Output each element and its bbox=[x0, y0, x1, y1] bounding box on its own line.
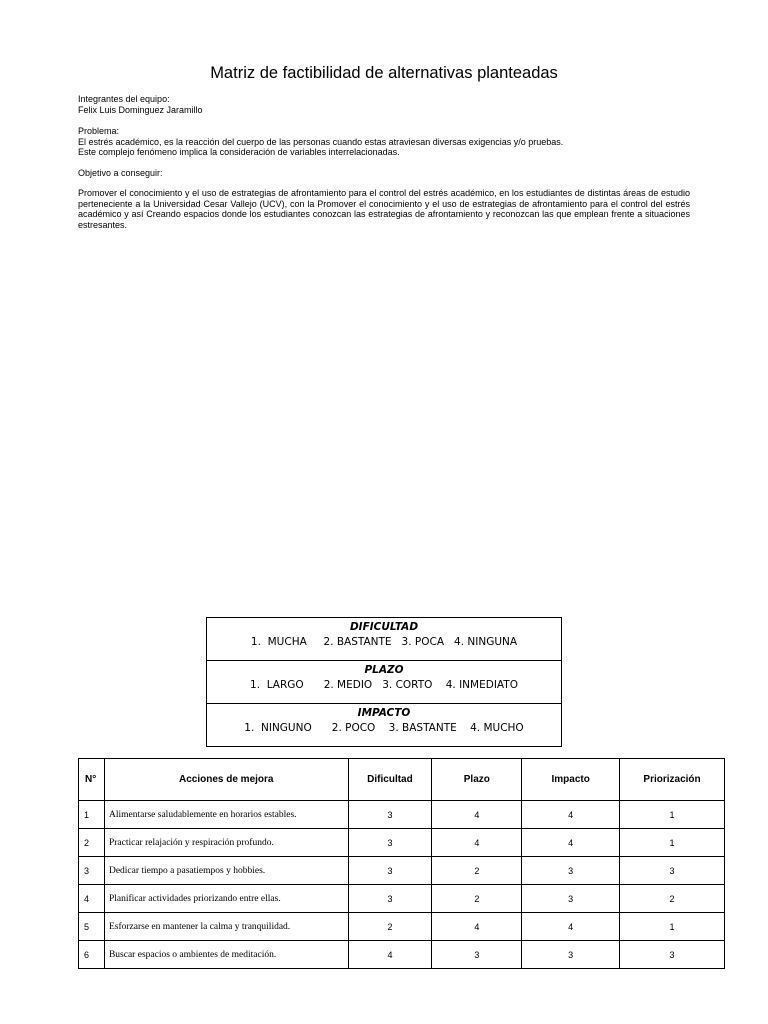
cell-impacto: 4 bbox=[522, 801, 620, 829]
table-row bbox=[79, 941, 725, 969]
cell-number: 1 bbox=[79, 801, 105, 829]
legend-plazo bbox=[207, 661, 561, 704]
cell-impacto: 3 bbox=[522, 885, 620, 913]
problem-section bbox=[78, 126, 690, 158]
cell-number: 4 bbox=[79, 885, 105, 913]
table-row bbox=[79, 829, 725, 857]
header-plazo: Plazo bbox=[432, 759, 522, 801]
cell-plazo: 4 bbox=[432, 829, 522, 857]
objective-label: Objetivo a conseguir: bbox=[78, 168, 163, 178]
cell-priorizacion: 2 bbox=[620, 885, 725, 913]
cell-plazo: 4 bbox=[432, 801, 522, 829]
cell-accion: Esforzarse en mantener la calma y tranquilidad. bbox=[104, 913, 348, 941]
cell-number: 6 bbox=[79, 941, 105, 969]
cell-number: 3 bbox=[79, 857, 105, 885]
document-title: Matriz de factibilidad de alternativas planteadas bbox=[210, 64, 558, 82]
team-member: Felix Luis Dominguez Jaramillo bbox=[78, 104, 203, 115]
cell-accion: Planificar actividades priorizando entre ellas. bbox=[104, 885, 348, 913]
legend-options: 1. NINGUNO 2. POCO 3. BASTANTE 4. MUCHO bbox=[244, 722, 524, 734]
team-section bbox=[78, 94, 690, 115]
legend-heading: PLAZO bbox=[364, 664, 404, 676]
legend-options: 1. MUCHA 2. BASTANTE 3. POCA 4. NINGUNA bbox=[250, 636, 518, 648]
cell-priorizacion: 1 bbox=[620, 829, 725, 857]
cell-accion: Buscar espacios o ambientes de meditación. bbox=[104, 941, 348, 969]
header-acciones: Acciones de mejora bbox=[104, 759, 348, 801]
cell-plazo: 4 bbox=[432, 913, 522, 941]
cell-number: 5 bbox=[79, 913, 105, 941]
cell-dificultad: 4 bbox=[348, 941, 432, 969]
team-label: Integrantes del equipo: bbox=[78, 94, 170, 104]
cell-priorizacion: 1 bbox=[620, 801, 725, 829]
cell-impacto: 4 bbox=[522, 913, 620, 941]
problem-label: Problema: bbox=[78, 126, 120, 136]
cell-accion: Dedicar tiempo a pasatiempos y hobbies. bbox=[104, 857, 348, 885]
legend-impacto bbox=[207, 704, 561, 747]
header-dificultad: Dificultad bbox=[348, 759, 432, 801]
header-number: N° bbox=[79, 759, 105, 801]
table-row bbox=[79, 885, 725, 913]
cell-dificultad: 3 bbox=[348, 801, 432, 829]
cell-dificultad: 2 bbox=[348, 913, 432, 941]
table-row bbox=[79, 801, 725, 829]
cell-impacto: 4 bbox=[522, 829, 620, 857]
objective-text-block bbox=[78, 188, 690, 230]
cell-plazo: 3 bbox=[432, 941, 522, 969]
objective-text: Promover el conocimiento y el uso de estrategias de afrontamiento para el control del estrés académico, en los estudiantes de distintas áreas de estudio perteneciente a la Universidad Cesar Vallejo (UCV), con la Promover el conocimiento y el uso de estrategias de afrontamiento para el control del estrés académico y así Creando espacios donde los estudiantes conozcan las estrategias de afrontamiento y reconozcan las que emplean frente a situaciones estresantes. bbox=[78, 188, 690, 230]
header-priorizacion: Priorización bbox=[620, 759, 725, 801]
cell-dificultad: 3 bbox=[348, 857, 432, 885]
problem-line-2: Este complejo fenómeno implica la consideración de variables interrelacionadas. bbox=[78, 147, 400, 158]
legend-heading: DIFICULTAD bbox=[349, 621, 419, 633]
problem-line-1: El estrés académico, es la reacción del cuerpo de las personas cuando estas atraviesan diversas exigencias y/o pruebas. bbox=[78, 136, 564, 147]
cell-accion: Practicar relajación y respiración profundo. bbox=[104, 829, 348, 857]
table-row bbox=[79, 913, 725, 941]
legend-options: 1. LARGO 2. MEDIO 3. CORTO 4. INMEDIATO bbox=[250, 679, 518, 691]
cell-plazo: 2 bbox=[432, 885, 522, 913]
cell-impacto: 3 bbox=[522, 857, 620, 885]
legend-dificultad bbox=[207, 618, 561, 661]
table-header-row bbox=[79, 759, 725, 801]
rating-legend bbox=[206, 617, 562, 747]
cell-dificultad: 3 bbox=[348, 829, 432, 857]
cell-impacto: 3 bbox=[522, 941, 620, 969]
cell-number: 2 bbox=[79, 829, 105, 857]
cell-plazo: 2 bbox=[432, 857, 522, 885]
legend-heading: IMPACTO bbox=[357, 707, 411, 719]
cell-priorizacion: 1 bbox=[620, 913, 725, 941]
cell-priorizacion: 3 bbox=[620, 941, 725, 969]
cell-priorizacion: 3 bbox=[620, 857, 725, 885]
table-row bbox=[79, 857, 725, 885]
actions-table bbox=[78, 758, 725, 969]
cell-accion: Alimentarse saludablemente en horarios estables. bbox=[104, 801, 348, 829]
cell-dificultad: 3 bbox=[348, 885, 432, 913]
header-impacto: Impacto bbox=[522, 759, 620, 801]
objective-label-block bbox=[78, 168, 690, 179]
